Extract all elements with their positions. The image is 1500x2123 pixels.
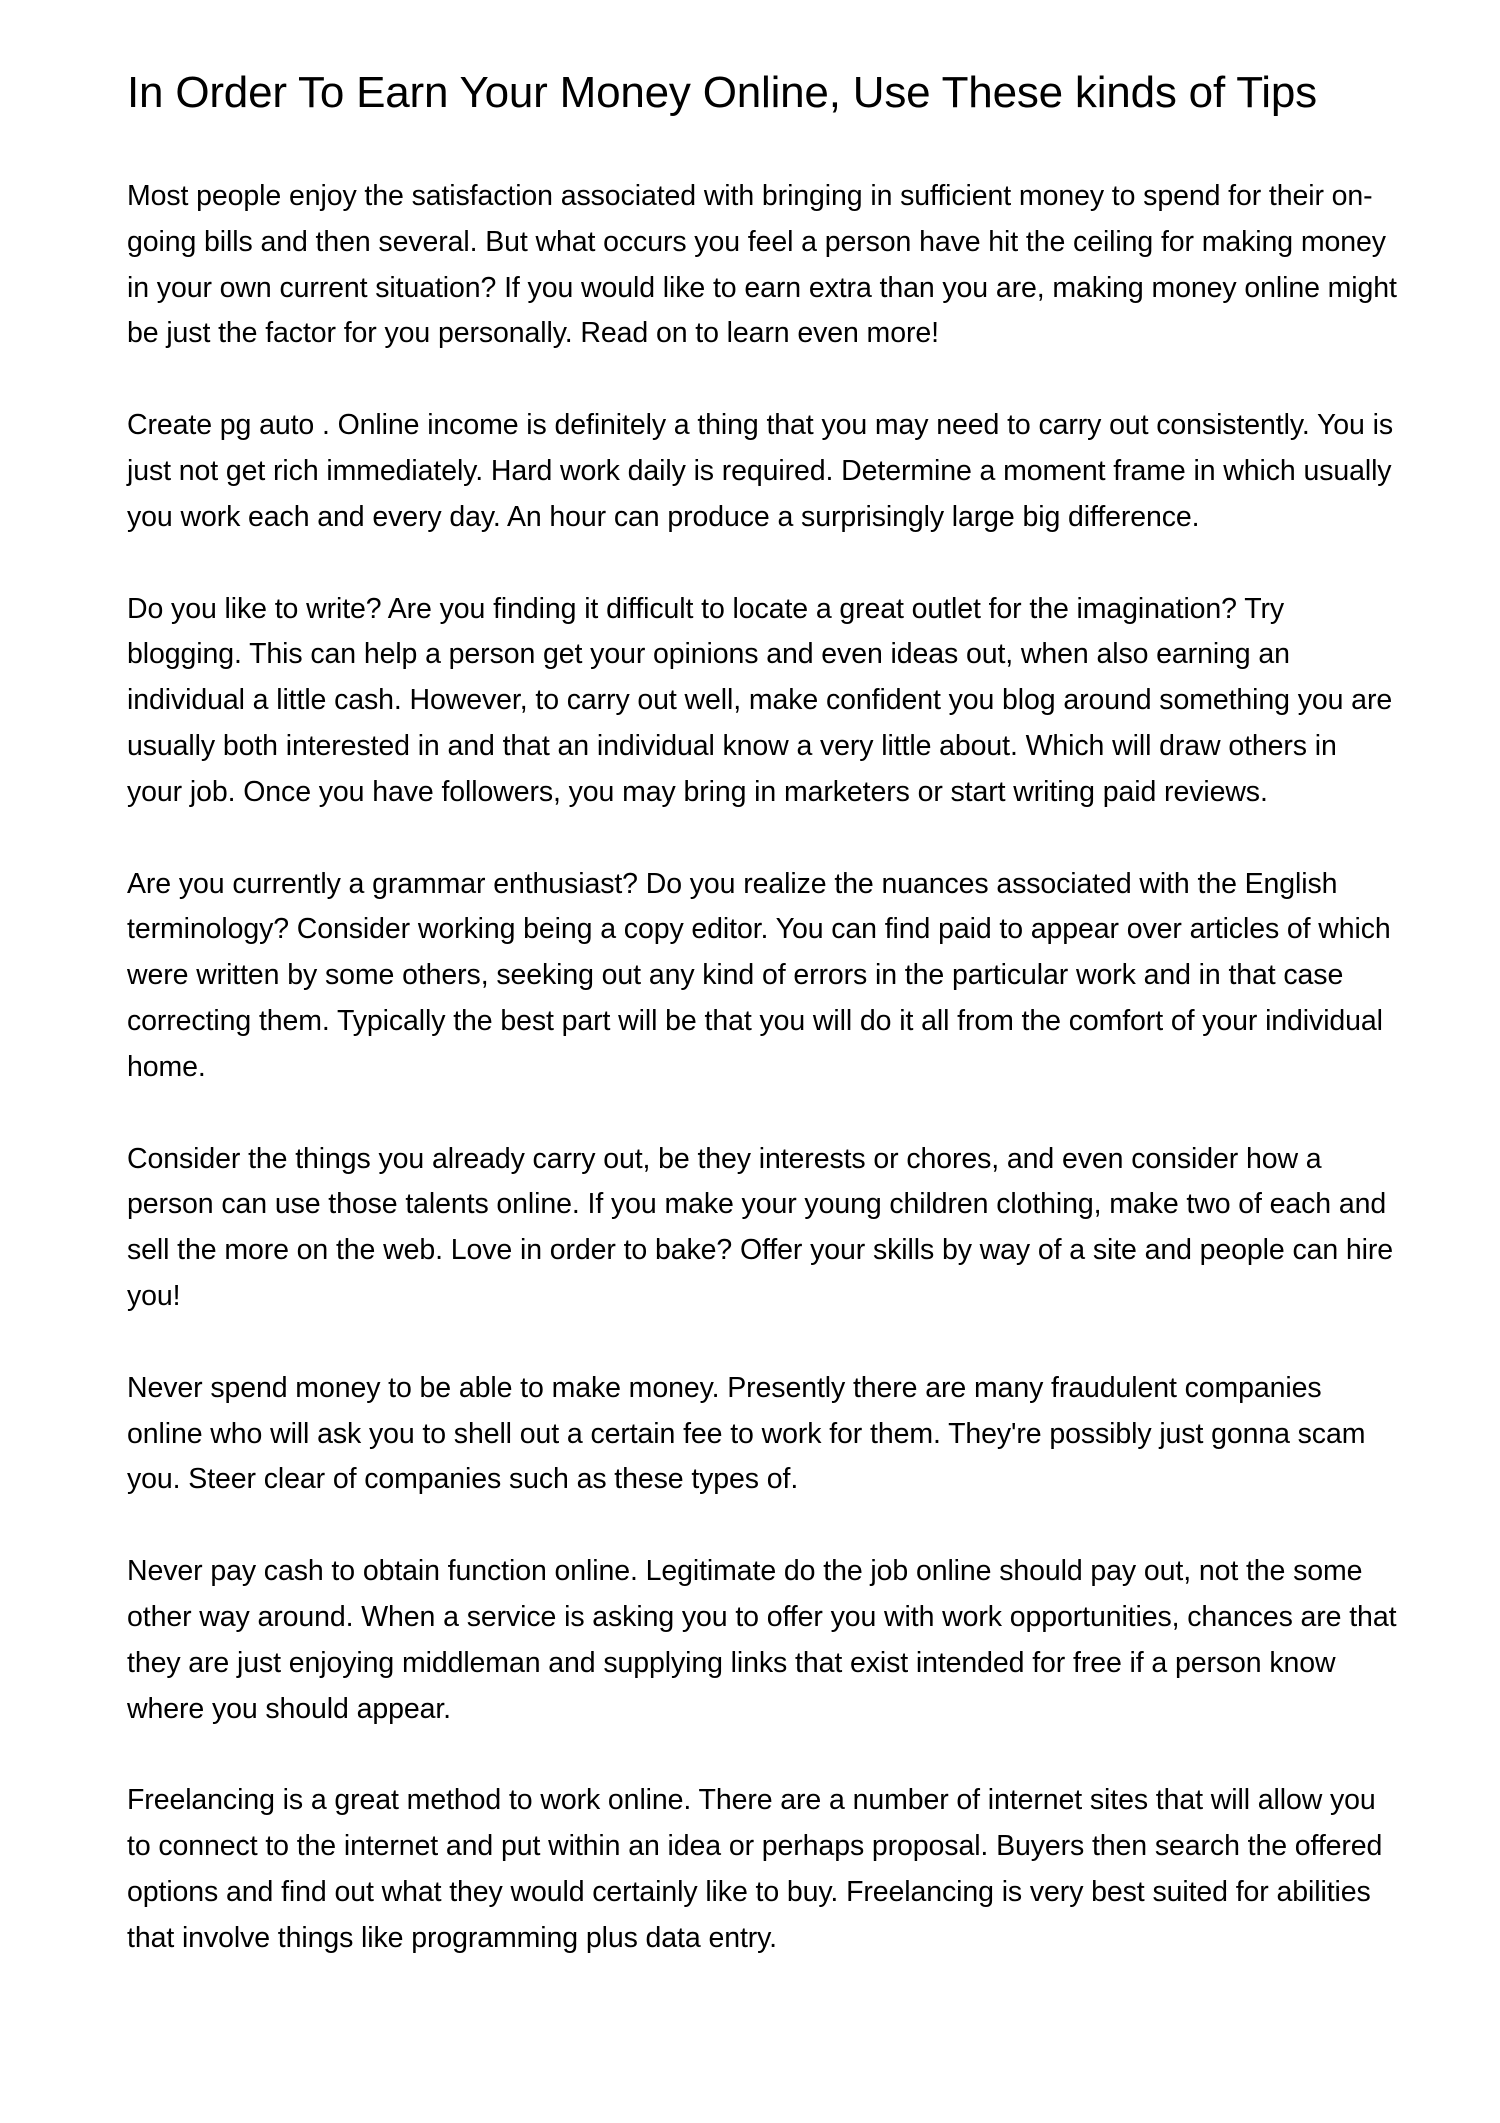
paragraph-6: Never spend money to be able to make money. Presently there are many fraudulent companies online who will ask you to shell out a certain fee to work for them. They're possibly just gonna scam you. Steer clear of companies such as these types of.: [127, 1371, 1366, 1496]
paragraph-8: Freelancing is a great method to work online. There are a number of internet sites that will allow you to connect to the internet and put within an idea or perhaps proposal. Buyers then search the offered options and find out what they would certainly like to buy. Freelancing is very best suited for abilities that involve things like programming plus data entry.: [127, 1784, 1383, 1954]
page-title: In Order To Earn Your Money Online, Use These kinds of Tips: [127, 68, 1317, 117]
document-page: [127, 70, 1397, 2008]
paragraph-4: Are you currently a grammar enthusiast? Do you realize the nuances associated with the English terminology? Consider working being a copy editor. You can find paid to appear over articles of which were written by some others, seeking out any kind of errors in the particular work and in that case correcting them. Typically the best part will be that you will do it all from the comfort of your individual home.: [127, 867, 1391, 1083]
paragraph-1: Most people enjoy the satisfaction associated with bringing in sufficient money to spend for their on-going bills and then several. But what occurs you feel a person have hit the ceiling for making money in your own current situation? If you would like to earn extra than you are, making money online might be just the factor for you personally. Read on to learn even more!: [127, 180, 1397, 350]
paragraph-5: Consider the things you already carry out, be they interests or chores, and even consider how a person can use those talents online. If you make your young children clothing, make two of each and sell the more on the web. Love in order to bake? Offer your skills by way of a site and people can hire you!: [127, 1142, 1394, 1312]
paragraph-3: Do you like to write? Are you finding it difficult to locate a great outlet for the imagination? Try blogging. This can help a person get your opinions and even ideas out, when also earning an individual a little cash. However, to carry out well, make confident you blog around something you are usually both interested in and that an individual know a very little about. Which will draw others in your job. Once you have followers, you may bring in marketers or start writing paid reviews.: [127, 592, 1393, 808]
article-body: [127, 174, 1397, 1962]
paragraph-2: Create pg auto . Online income is definitely a thing that you may need to carry out consistently. You is just not get rich immediately. Hard work daily is required. Determine a moment frame in which usually you work each and every day. An hour can produce a surprisingly large big difference.: [127, 409, 1393, 533]
paragraph-7: Never pay cash to obtain function online. Legitimate do the job online should pay out, not the some other way around. When a service is asking you to offer you with work opportunities, chances are that they are just enjoying middleman and supplying links that exist intended for free if a person know where you should appear.: [127, 1555, 1397, 1725]
